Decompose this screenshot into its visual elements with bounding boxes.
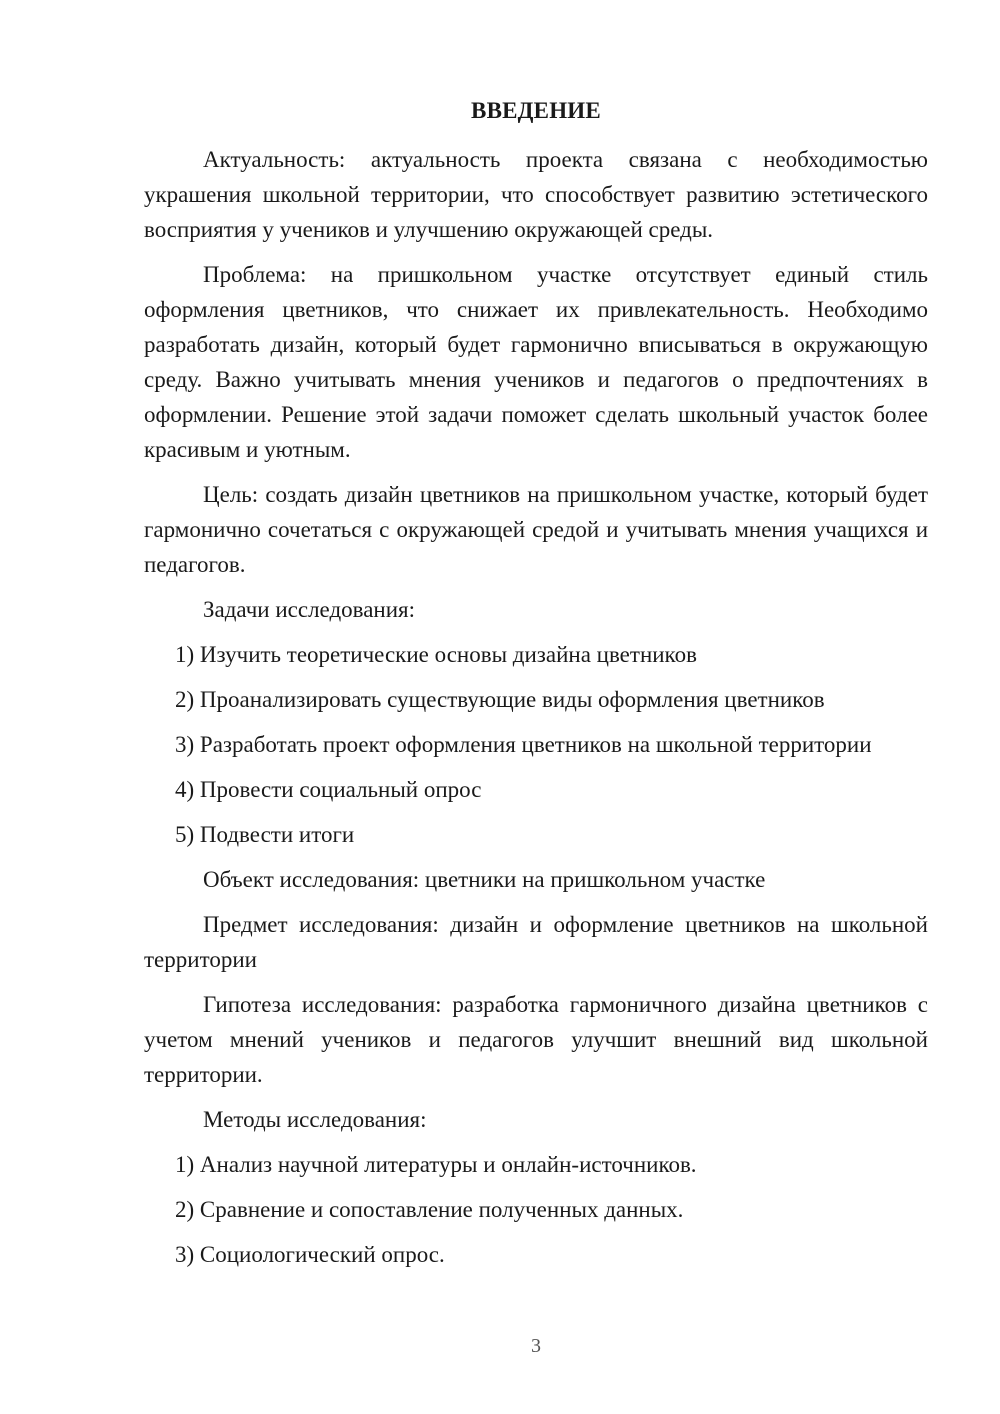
- relevance-paragraph: Актуальность: актуальность проекта связана с необходимостью украшения школьной территории, что способствует развитию эстетического восприятия у учеников и улучшению окружающей среды.: [144, 147, 928, 242]
- document-body: [144, 142, 928, 1272]
- task-item: 2) Проанализировать существующие виды оформления цветников: [175, 687, 825, 712]
- spacer: [144, 1182, 928, 1192]
- methods-heading: Методы исследования:: [203, 1107, 427, 1132]
- spacer: [144, 977, 928, 987]
- goal-paragraph: Цель: создать дизайн цветников на пришкольном участке, который будет гармонично сочетаться с окружающей средой и учитывать мнения учащихся и педагогов.: [144, 482, 928, 577]
- task-item: 3) Разработать проект оформления цветников на школьной территории: [175, 732, 872, 757]
- problem-paragraph: Проблема: на пришкольном участке отсутствует единый стиль оформления цветников, что снижает их привлекательность. Необходимо разработать дизайн, который будет гармонично вписываться в окружающую среду. Важно учитывать мнения учеников и педагогов о предпочтениях в оформлении. Решение этой задачи поможет сделать школьный участок более красивым и уютным.: [144, 262, 928, 462]
- task-item: 5) Подвести итоги: [175, 822, 355, 847]
- spacer: [144, 1137, 928, 1147]
- page-number: 3: [531, 1335, 541, 1357]
- spacer: [144, 897, 928, 907]
- hypothesis-paragraph: Гипотеза исследования: разработка гармоничного дизайна цветников с учетом мнений учеников и педагогов улучшит внешний вид школьной территории.: [144, 992, 928, 1087]
- page-title: ВВЕДЕНИЕ: [471, 98, 601, 123]
- spacer: [144, 627, 928, 637]
- tasks-heading: Задачи исследования:: [203, 597, 416, 622]
- subject-paragraph: Предмет исследования: дизайн и оформление цветников на школьной территории: [144, 912, 928, 972]
- spacer: [144, 807, 928, 817]
- spacer: [144, 672, 928, 682]
- spacer: [144, 1092, 928, 1102]
- spacer: [144, 852, 928, 862]
- task-item: 1) Изучить теоретические основы дизайна цветников: [175, 642, 697, 667]
- spacer: [144, 717, 928, 727]
- method-item: 1) Анализ научной литературы и онлайн-источников.: [175, 1152, 697, 1177]
- spacer: [144, 762, 928, 772]
- spacer: [144, 1227, 928, 1237]
- method-item: 3) Социологический опрос.: [175, 1242, 445, 1267]
- task-item: 4) Провести социальный опрос: [175, 777, 482, 802]
- spacer: [144, 467, 928, 477]
- spacer: [144, 582, 928, 592]
- object-paragraph: Объект исследования: цветники на пришкольном участке: [203, 867, 766, 892]
- spacer: [144, 247, 928, 257]
- method-item: 2) Сравнение и сопоставление полученных данных.: [175, 1197, 684, 1222]
